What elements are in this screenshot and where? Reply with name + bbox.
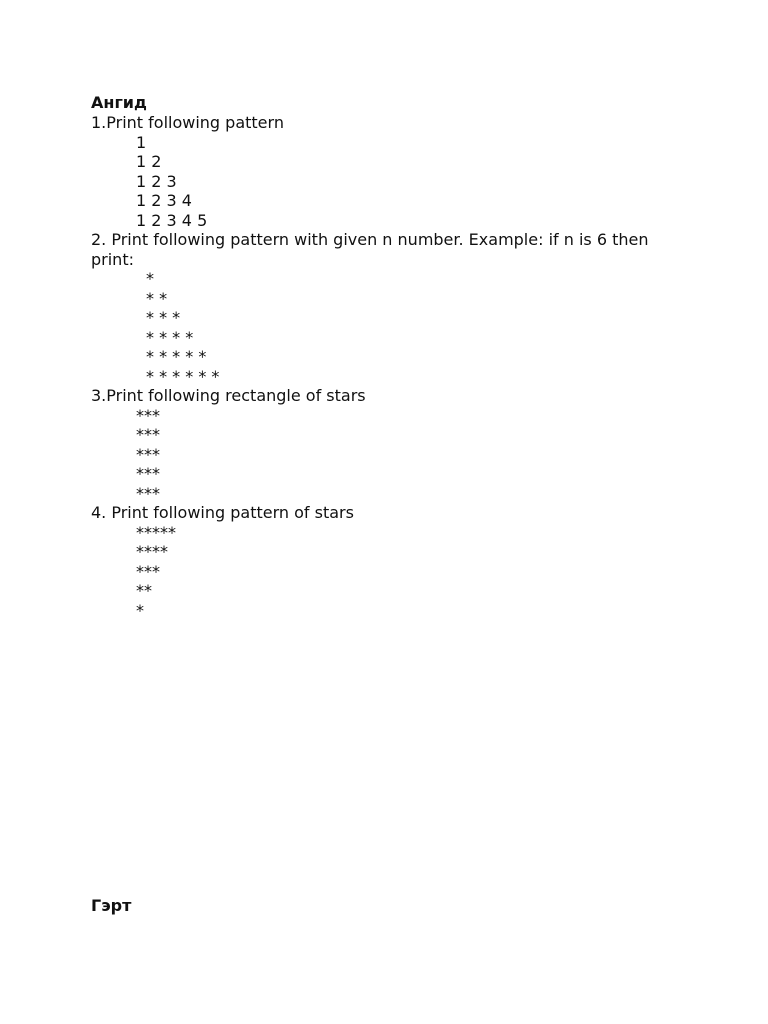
pattern-line: *** xyxy=(136,444,160,464)
pattern-line: *** xyxy=(136,464,160,483)
pattern-line: **** xyxy=(136,542,168,561)
pattern-line: * * * xyxy=(146,308,181,327)
task-1 xyxy=(91,113,691,230)
pattern-line: 1 2 xyxy=(136,152,162,171)
pattern-line: * xyxy=(146,269,154,288)
task-title: 1.Print following pattern xyxy=(91,113,284,132)
pattern-line: *** xyxy=(136,561,160,581)
pattern-line: * xyxy=(136,600,144,620)
pattern-line: * * xyxy=(146,288,168,308)
pattern-line: 1 2 3 4 xyxy=(136,191,192,210)
task-title: 4. Print following pattern of stars xyxy=(91,503,354,522)
pattern-line: * * * * * * xyxy=(146,366,220,386)
pattern-line: *** xyxy=(136,405,160,425)
pattern-line: *** xyxy=(136,425,160,444)
pattern-line: 1 2 3 xyxy=(136,171,177,191)
task-list xyxy=(91,113,691,620)
pattern-line: ** xyxy=(136,581,152,600)
task-3 xyxy=(91,386,691,503)
section-heading-angid: Ангид xyxy=(91,93,147,112)
pattern-line: * * * * xyxy=(146,327,194,347)
task-4 xyxy=(91,503,691,620)
pattern-line: 1 xyxy=(136,132,147,152)
task-2 xyxy=(91,230,691,386)
pattern-line: 1 2 3 4 5 xyxy=(136,210,208,230)
pattern-line: ***** xyxy=(136,522,176,542)
pattern-line: *** xyxy=(136,483,160,503)
task-title: 2. Print following pattern with given n number. Example: if n is 6 then print: xyxy=(91,230,649,269)
task-title: 3.Print following rectangle of stars xyxy=(91,386,366,405)
section-heading-gert: Гэрт xyxy=(91,896,132,915)
pattern-line: * * * * * xyxy=(146,347,207,366)
